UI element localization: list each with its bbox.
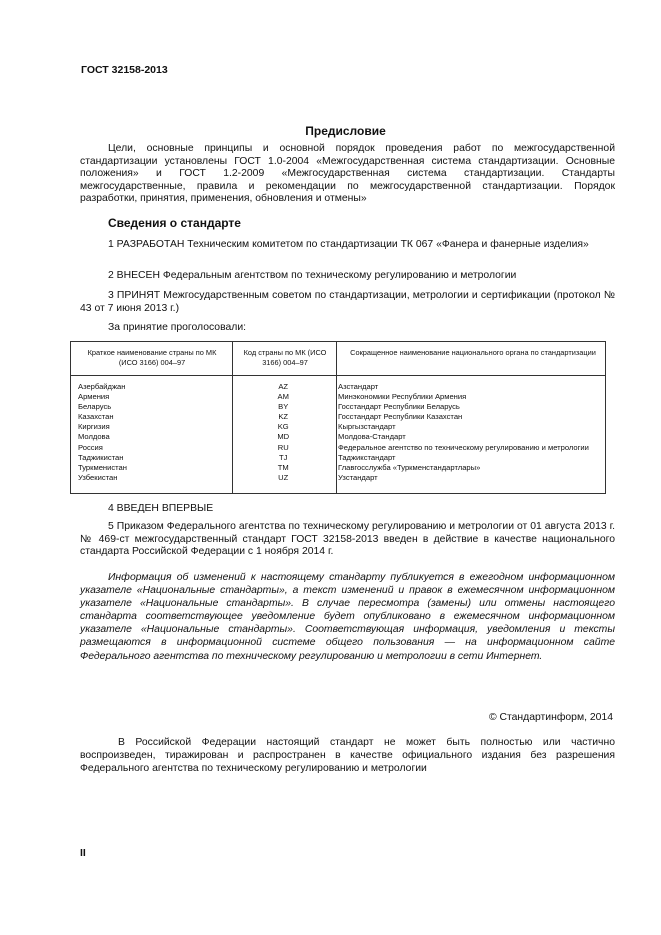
table-row	[71, 473, 605, 483]
standards-body: Госстандарт Республики Казахстан	[338, 412, 463, 422]
vote-table	[70, 341, 606, 494]
country-name: Казахстан	[78, 412, 114, 422]
country-name: Россия	[78, 442, 103, 452]
country-name: Таджикистан	[78, 452, 124, 462]
standards-body: Молдова-Стандарт	[338, 432, 406, 442]
country-code: TM	[277, 462, 289, 472]
info-item-5: 5 Приказом Федерального агентства по техническому регулированию и метрологии от 01 августа 2013 г. № 469-ст межгосударственный стандарт ГОСТ 32158-2013 введен в действие в качестве национального стандарта Российской Федерации с 1 ноября 2014 г.	[80, 521, 615, 558]
country-code: RU	[277, 442, 289, 452]
page-number: II	[80, 847, 86, 859]
table-header-code: Код страны по МК (ИСО 3166) 004–97	[243, 348, 327, 367]
country-name: Туркменистан	[78, 462, 127, 472]
country-code: MD	[277, 432, 290, 442]
standards-body: Азстандарт	[338, 382, 379, 391]
info-item-3: 3 ПРИНЯТ Межгосударственным советом по стандартизации, метрологии и сертификации (протокол № 43 от 7 июня 2013 г.)	[80, 290, 615, 314]
table-row	[71, 463, 605, 473]
document-id: ГОСТ 32158-2013	[81, 64, 168, 76]
rights-notice: В Российской Федерации настоящий стандарт не может быть полностью или частично воспроизведен, тиражирован и распространен в качестве официального издания без разрешения Федерального агентства по техническому регулированию и метрологии	[80, 737, 615, 774]
info-item-1: 1 РАЗРАБОТАН Техническим комитетом по стандартизации ТК 067 «Фанера и фанерные изделия»	[108, 239, 589, 250]
country-code: AM	[277, 392, 289, 402]
table-body	[71, 382, 605, 483]
table-row	[71, 432, 605, 442]
country-name: Азербайджан	[78, 382, 126, 391]
standards-body: Минэкономики Республики Армения	[338, 392, 467, 402]
country-name: Беларусь	[78, 402, 112, 412]
table-row	[71, 402, 605, 412]
info-item-2: 2 ВНЕСЕН Федеральным агентством по техническому регулированию и метрологии	[108, 270, 517, 281]
country-name: Армения	[78, 392, 110, 402]
country-name: Узбекистан	[78, 472, 118, 482]
country-code: UZ	[278, 472, 289, 482]
standards-body: Федеральное агентство по техническому регулированию и метрологии	[338, 442, 589, 452]
standards-body: Госстандарт Республики Беларусь	[338, 402, 460, 412]
table-header-divider	[71, 375, 605, 376]
country-code: BY	[278, 402, 289, 412]
standard-info-title: Сведения о стандарте	[108, 216, 241, 230]
standards-body: Кыргызстандарт	[338, 422, 396, 432]
country-name: Киргизия	[78, 422, 110, 432]
table-row	[71, 443, 605, 453]
standards-body: Узстандарт	[338, 472, 378, 482]
table-header-country: Краткое наименование страны по МК (ИСО 3166) 004–97	[87, 348, 217, 367]
country-name: Молдова	[78, 432, 110, 442]
info-notice: Информация об изменений к настоящему стандарту публикуется в ежегодном информационном указателе «Национальные стандарты», а текст изменений и правок в ежемесячном информационном указателе «Национальные стандарты». В случае пересмотра (замены) или отмены настоящего стандарта соответствующее уведомление будет опубликовано в ежемесячном информационном указателе «Национальные стандарты». Соответствующая информация, уведомления и тексты размещаются в информационной системе общего пользования — на информационном сайте Федерального агентства по техническому регулированию и метрологии в сети Интернет.	[80, 572, 615, 662]
copyright: © Стандартинформ, 2014	[488, 712, 613, 723]
standards-body: Главгосслужба «Туркменстандартлары»	[338, 462, 481, 472]
country-code: TJ	[279, 452, 288, 462]
table-row	[71, 453, 605, 463]
standards-body: Таджикстандарт	[338, 452, 396, 462]
voted-label: За принятие проголосовали:	[108, 322, 247, 333]
foreword-title: Предисловие	[305, 124, 386, 138]
table-row	[71, 382, 605, 392]
country-code: KG	[277, 422, 289, 432]
table-row	[71, 412, 605, 422]
info-item-4: 4 ВВЕДЕН ВПЕРВЫЕ	[108, 503, 214, 514]
country-code: AZ	[278, 382, 289, 391]
foreword-text: Цели, основные принципы и основной порядок проведения работ по межгосударственной стандартизации установлены ГОСТ 1.0-2004 «Межгосударственная система стандартизации. Основные положения» и ГОСТ 1.2-2009 «Межгосударственная система стандартизации. Стандарты межгосударственные, правила и рекомендации по межгосударственной стандартизации. Порядок разработки, принятия, применения, обновления и отмены»	[80, 143, 615, 205]
table-row	[71, 392, 605, 402]
table-row	[71, 422, 605, 432]
table-header-body: Сокращенное наименование национального органа по стандартизации	[350, 348, 596, 357]
country-code: KZ	[278, 412, 289, 422]
